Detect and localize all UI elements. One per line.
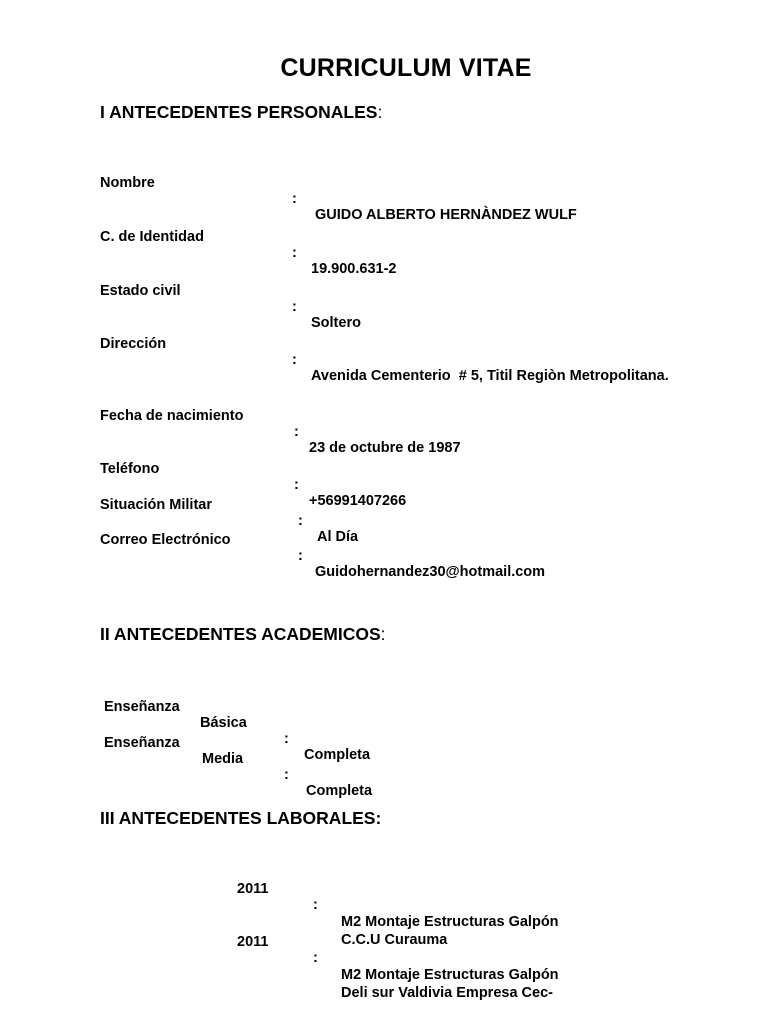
academic-heading-text: II ANTECEDENTES ACADEMICOS [100, 624, 381, 644]
field-value-telefono: +56991407266 [309, 493, 407, 509]
field-label-identidad: C. de Identidad [100, 229, 204, 245]
field-label-nombre: Nombre [100, 175, 155, 191]
job-description [341, 966, 559, 1002]
field-label-estado-civil: Estado civil [100, 283, 181, 299]
job-description-line2: Deli sur Valdivia Empresa Cec- [341, 985, 553, 1001]
field-label-fecha-nacimiento: Fecha de nacimiento [100, 408, 244, 424]
personal-heading-text: I ANTECEDENTES PERSONALES [100, 102, 378, 122]
field-value-correo: Guidohernandez30@hotmail.com [315, 564, 546, 580]
field-value-fecha-nacimiento: 23 de octubre de 1987 [309, 440, 461, 456]
field-separator: : [298, 513, 303, 529]
field-label-direccion: Dirección [100, 336, 167, 352]
field-label-situacion-militar: Situación Militar [100, 497, 212, 513]
field-separator: : [292, 352, 297, 368]
job-description-line2: C.C.U Curauma [341, 932, 448, 948]
academic-type: Básica [200, 715, 247, 731]
job-description-line1: M2 Montaje Estructuras Galpón [341, 967, 559, 983]
field-separator: : [292, 299, 297, 315]
academic-heading-colon: : [380, 624, 386, 644]
field-separator: : [298, 548, 303, 564]
job-year: 2011 [237, 934, 269, 950]
job-description-line1: M2 Montaje Estructuras Galpón [341, 914, 559, 930]
field-separator: : [294, 424, 299, 440]
job-separator: : [313, 897, 318, 913]
field-label-correo: Correo Electrónico [100, 532, 231, 548]
academic-separator: : [284, 731, 289, 747]
document-title: CURRICULUM VITAE [280, 54, 532, 82]
academic-status: Completa [304, 747, 371, 763]
academic-type: Media [202, 751, 244, 767]
personal-heading-colon: : [377, 102, 383, 122]
field-value-estado-civil: Soltero [311, 315, 361, 331]
academic-separator: : [284, 767, 289, 783]
work-section-heading: III ANTECEDENTES LABORALES: [100, 808, 382, 828]
job-description [341, 913, 559, 949]
field-value-situacion-militar: Al Día [317, 529, 359, 545]
academic-level: Enseñanza [104, 699, 180, 715]
personal-section-heading [100, 102, 382, 123]
field-value-nombre: GUIDO ALBERTO HERNÀNDEZ WULF [315, 207, 577, 223]
academic-section-heading [100, 624, 386, 645]
field-label-telefono: Teléfono [100, 461, 160, 477]
job-year: 2011 [237, 881, 269, 897]
academic-status: Completa [306, 783, 373, 799]
field-separator: : [292, 191, 297, 207]
field-separator: : [292, 245, 297, 261]
field-value-direccion: Avenida Cementerio # 5, Titil Regiòn Metropolitana. [311, 368, 669, 384]
academic-level: Enseñanza [104, 735, 180, 751]
field-separator: : [294, 477, 299, 493]
job-separator: : [313, 950, 318, 966]
field-value-identidad: 19.900.631-2 [311, 261, 397, 277]
